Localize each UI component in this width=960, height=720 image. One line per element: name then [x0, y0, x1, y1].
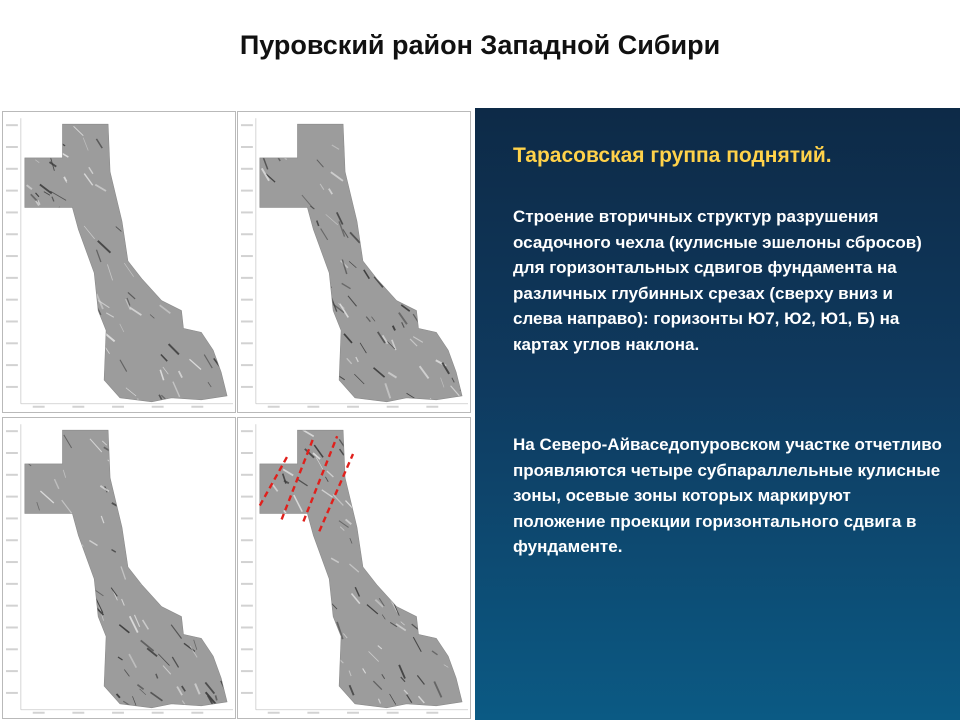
panel-heading: Тарасовская группа поднятий. [513, 144, 832, 167]
maps-area [0, 108, 475, 720]
map-panel-top-left [2, 111, 236, 413]
slope-map-image [3, 418, 235, 718]
slope-map-image [238, 112, 470, 412]
panel-paragraph-structure: Строение вторичных структур разрушения осадочного чехла (кулисные эшелоны сбросов) для горизонтальных сдвигов фундамента на различных глубинных срезах (сверху вниз и слева направо): горизонты Ю7, Ю2, Ю1, Б) на картах углов наклона. [513, 207, 922, 354]
map-panel-top-right [237, 111, 471, 413]
slope-map-image [238, 418, 470, 718]
map-panel-bottom-left [2, 417, 236, 719]
panel-paragraph-zones: На Северо-Айваседопуровском участке отчетливо проявляются четыре субпараллельные кулисные зоны, осевые зоны которых маркируют положение проекции горизонтального сдвига в фундаменте. [513, 435, 942, 556]
map-panel-bottom-right [237, 417, 471, 719]
text-panel [475, 108, 960, 720]
slope-map-image [3, 112, 235, 412]
slide-title: Пуровский район Западной Сибири [239, 30, 721, 60]
